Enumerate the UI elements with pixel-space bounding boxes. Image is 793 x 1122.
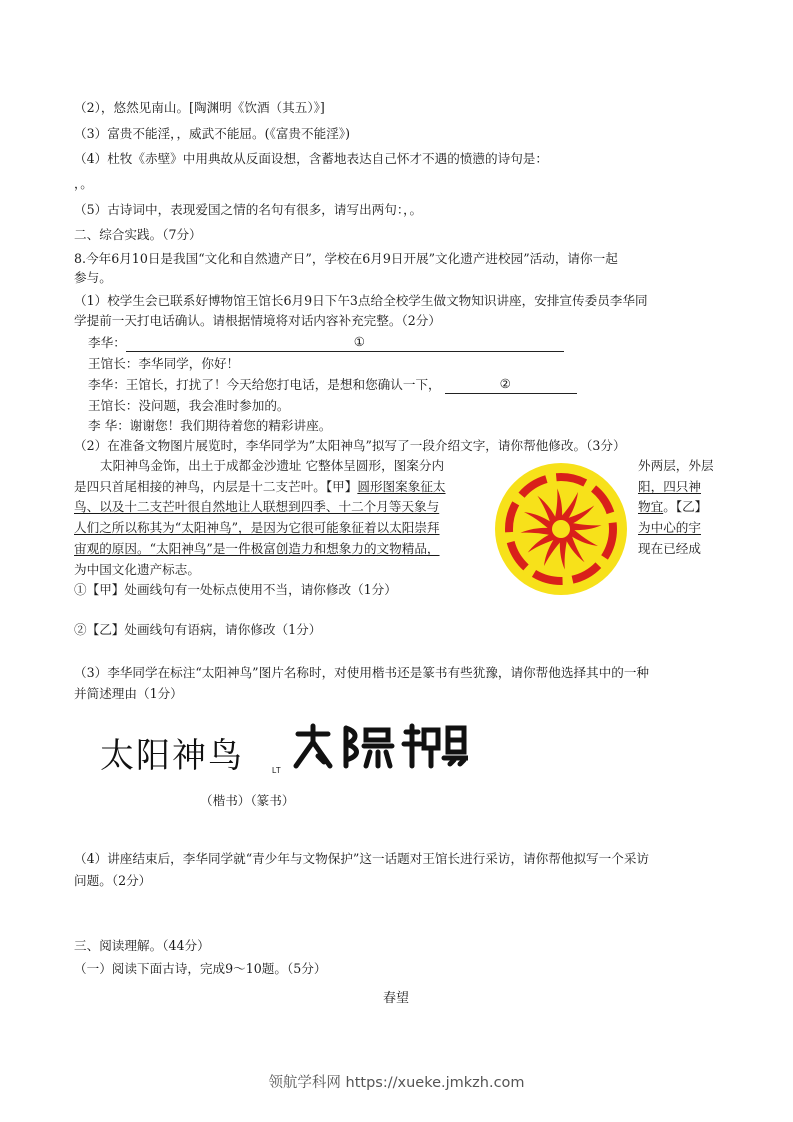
q8-3-line2: 并简述理由（1分） [74,686,183,701]
speaker-lihua: 李华： [88,335,126,350]
underline-jia-start: 圆形图案象征太 [357,478,446,494]
fill-in-q3: （3）富贵不能淫，，威武不能屈。(《富贵不能淫》) [74,126,351,141]
q8-1-line1: （1）校学生会已联系好博物馆王馆长6月9日下午3点给全校学生做文物知识讲座，安排宣传委员李华同 [74,293,648,308]
passage-right-5: 现在已经成 [638,540,701,556]
passage-right-4: 为中心的宇 [638,520,701,536]
sun-bird-image [494,462,628,596]
poem-intro: （一）阅读下面古诗，完成9～10题。（5分） [74,961,327,976]
fill-in-q4-answer: ，。 [74,176,93,191]
dialogue-line-3-text: 李华：王馆长，打扰了！今天给您打电话，是想和您确认一下， [88,377,441,392]
q8-4-line2: 问题。（2分） [74,873,152,888]
passage-right-3b: 。【乙】 [663,499,708,515]
passage-left-column [74,456,494,580]
passage-line-6: 为中国文化遗产标志。 [74,561,200,577]
section-three-heading: 三、阅读理解。（44分） [74,938,210,953]
small-mark: LT [272,766,281,775]
dialogue-line-3 [88,376,577,394]
q8-2-prompt: （2）在准备文物图片展览时，李华同学为”太阳神鸟”拟写了一段介绍文字，请你帮他修改。（3分） [74,438,626,453]
q8-4-line1: （4）讲座结束后，李华同学就“青少年与文物保护”这一话题对王馆长进行采访，请你帮他拟写一个采访 [74,851,650,866]
blank-marker-1: ① [353,334,366,349]
passage-line-5: 宙观的原因。“太阳神鸟”是一件极富创造力和想象力的文物精品， [74,540,440,556]
q8-3-line1: （3）李华同学在标注“太阳神鸟”图片名称时，对使用楷书还是篆书有些犹豫，请你帮他选择其中的一种 [74,665,650,680]
passage-right-3 [638,497,720,518]
q8-intro-line1: 8.今年6月10日是我国“文化和自然遗产日”，学校在6月9日开展”文化遗产进校园”活动，请你一起 [74,251,618,266]
blank-marker-2: ② [499,376,511,391]
underline-jia-end: 物宜 [638,499,664,515]
fill-in-q4: （4）杜牧《赤壁》中用典故从反面设想，含蓄地表达自己怀才不遇的愤懑的诗句是： [74,151,548,166]
poem-title: 春望 [383,991,410,1006]
passage-line-4: 人们之所以称其为“太阳神鸟”，是因为它很可能象征着以太阳崇拜 [74,520,440,536]
dialogue-line-4: 王馆长：没问题，我会准时参加的。 [88,398,290,413]
calligraphy-caption: （楷书）（篆书） [200,793,295,808]
q8-2-b: ②【乙】处画线句有语病，请你修改（1分） [74,622,322,637]
section-two-heading: 二、综合实践。（7分） [74,227,202,242]
q8-intro-line2: 参与。 [74,270,112,285]
passage-line-2a: 是四只首尾相接的神鸟，内层是十二支芒叶。【甲】 [74,478,358,494]
passage-line-3: 鸟、以及十二支芒叶很自然地让人联想到四季、十二个月等天象与 [74,499,440,515]
q8-2-a: ①【甲】处画线句有一处标点使用不当，请你修改（1分） [74,582,397,597]
dialogue-line-1 [88,334,564,352]
kaishu-text: 太阳神鸟 [100,736,244,776]
dialogue-line-5: 李 华：谢谢您！我们期待着您的精彩讲座。 [88,418,332,433]
footer-watermark: 领航学科网 https://xueke.jmkzh.com [268,1075,525,1091]
answer-blank-2[interactable] [445,378,577,394]
passage-right-1: 外两层，外层 [638,458,714,473]
answer-blank-1[interactable] [126,336,564,352]
zhuanshu-seal-script-image [288,722,468,770]
passage-line-1: 太阳神鸟金饰，出土于成都金沙遗址 它整体呈圆形，图案分内 [100,458,445,473]
fill-in-q5: （5）古诗词中，表现爱国之情的名句有很多，请写出两句：，。 [74,202,423,217]
dialogue-line-2: 王馆长：李华同学，你好！ [88,356,240,371]
passage-right-2: 阳，四只神 [638,478,701,494]
passage-right-column [638,456,720,560]
q8-1-line2: 学提前一天打电话确认。请根据情境将对话内容补充完整。（2分） [74,313,441,328]
passage-line-2 [74,477,494,498]
fill-in-q2: （2），悠然见南山。[陶渊明《饮酒（其五）》] [74,100,325,115]
